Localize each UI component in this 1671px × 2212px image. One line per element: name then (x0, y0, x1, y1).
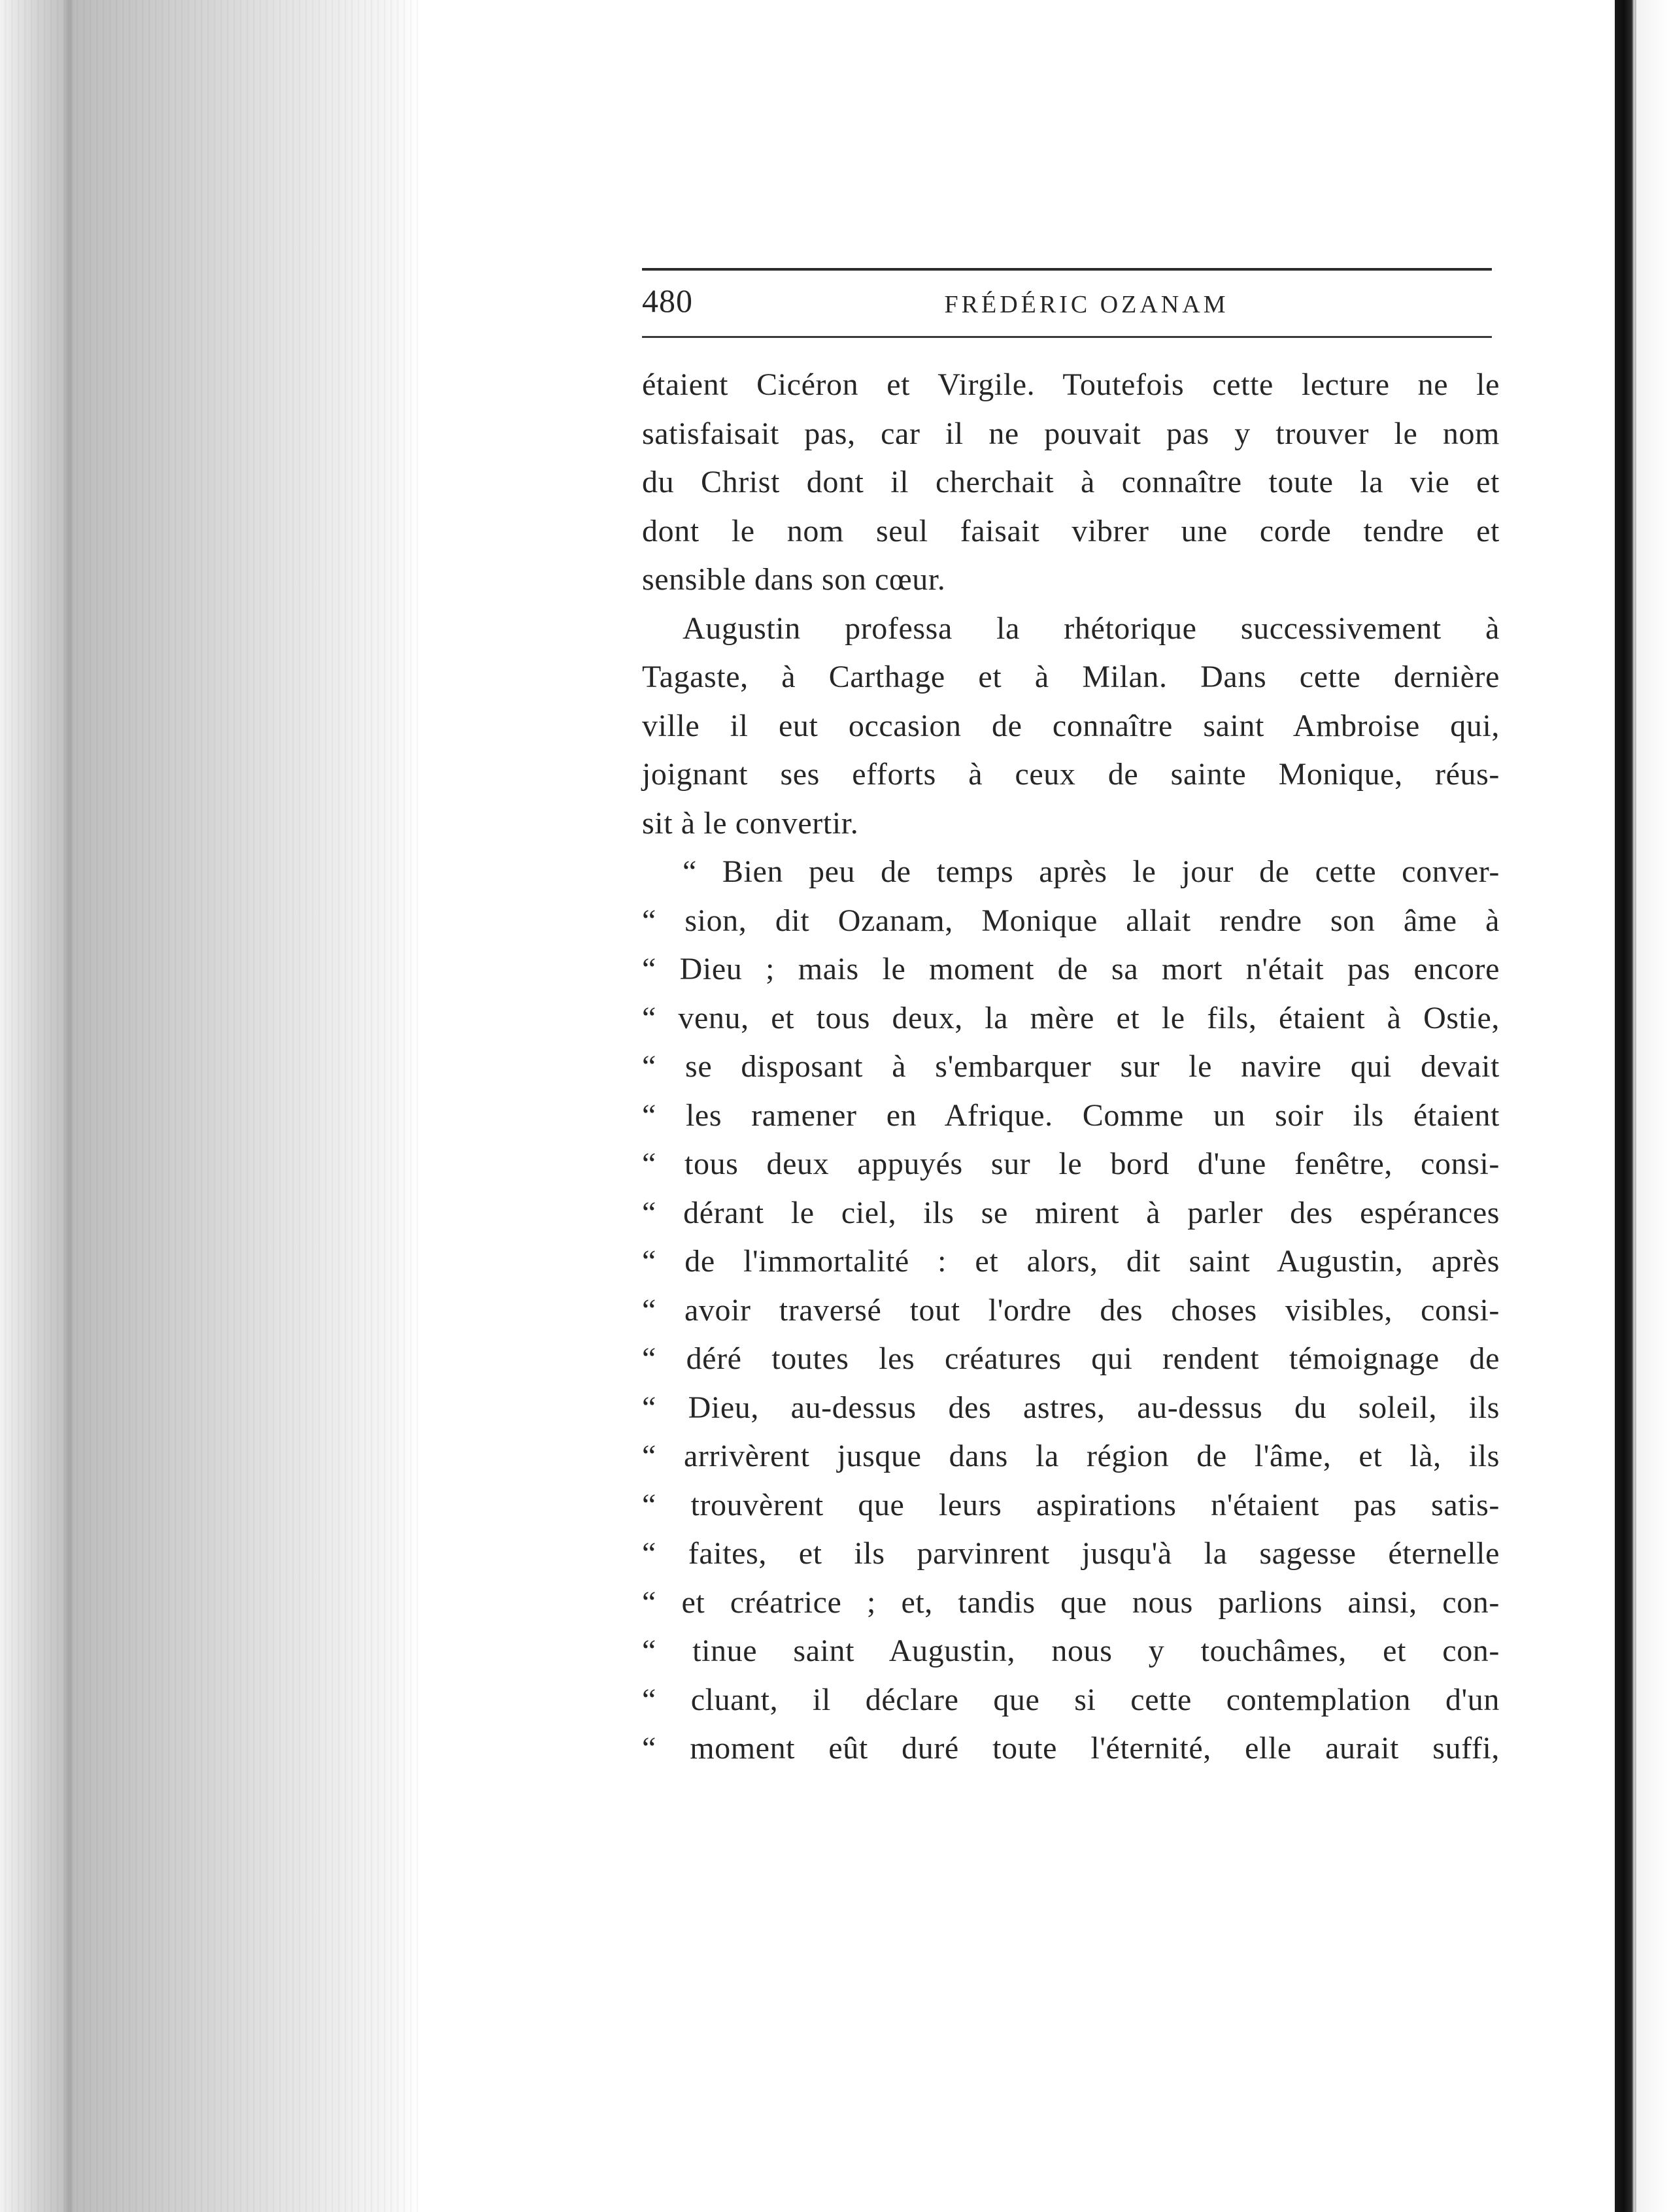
running-title: FRÉDÉRIC OZANAM (944, 291, 1229, 318)
page-edge-shadow (63, 0, 75, 2212)
text-line: “ sion, dit Ozanam, Monique allait rendre son âme à (642, 903, 1500, 938)
text-line: “ trouvèrent que leurs aspirations n'étaient pas satis- (642, 1487, 1500, 1522)
text-line: sensible dans son cœur. (642, 562, 946, 597)
text-line: “ déré toutes les créatures qui rendent témoignage de (642, 1341, 1500, 1376)
text-line: “ arrivèrent jusque dans la région de l'âme, et là, ils (642, 1439, 1500, 1473)
text-line: “ tinue saint Augustin, nous y touchâmes, et con- (642, 1634, 1500, 1668)
text-line: du Christ dont il cherchait à connaître toute la vie et (642, 465, 1500, 499)
text-line: “ Dieu ; mais le moment de sa mort n'était pas encore (642, 952, 1500, 986)
text-line: “ avoir traversé tout l'ordre des choses visibles, consi- (642, 1292, 1500, 1328)
text-line: étaient Cicéron et Virgile. Toutefois cette lecture ne le (642, 367, 1500, 402)
body-text (642, 361, 1500, 1773)
text-line: ville il eut occasion de connaître saint Ambroise qui, (642, 708, 1500, 743)
text-line: “ se disposant à s'embarquer sur le navire qui devait (642, 1049, 1500, 1084)
text-line: “ de l'immortalité : et alors, dit saint Augustin, après (642, 1244, 1500, 1279)
text-line: “ les ramener en Afrique. Comme un soir ils étaient (642, 1098, 1500, 1133)
text-line: Augustin professa la rhétorique successivement à (683, 611, 1500, 646)
text-line: “ Bien peu de temps après le jour de cette conver- (683, 854, 1500, 889)
page-header (642, 268, 1498, 333)
text-line: “ Dieu, au-dessus des astres, au-dessus du soleil, ils (642, 1390, 1500, 1425)
text-line: “ dérant le ciel, ils se mirent à parler des espérances (642, 1195, 1500, 1230)
header-bottom-rule (642, 336, 1492, 338)
text-line: “ et créatrice ; et, tandis que nous parlions ainsi, con- (642, 1584, 1500, 1620)
page-number: 480 (642, 282, 693, 319)
text-line: Tagaste, à Carthage et à Milan. Dans cette dernière (642, 660, 1500, 694)
text-line: satisfaisait pas, car il ne pouvait pas y trouver le nom (642, 416, 1500, 451)
text-line: sit à le convertir. (642, 805, 859, 841)
text-line: “ moment eût duré toute l'éternité, elle aurait suffi, (642, 1731, 1500, 1766)
right-edge-line (1634, 0, 1636, 2212)
text-line: “ venu, et tous deux, la mère et le fils, étaient à Ostie, (642, 1000, 1500, 1035)
text-line: joignant ses efforts à ceux de sainte Monique, réus- (642, 757, 1500, 792)
text-line: “ faites, et ils parvinrent jusqu'à la sagesse éternelle (642, 1536, 1500, 1571)
text-line: “ cluant, il déclare que si cette contemplation d'un (642, 1682, 1500, 1717)
header-top-rule (642, 268, 1492, 271)
text-line: “ tous deux appuyés sur le bord d'une fenêtre, consi- (642, 1147, 1500, 1181)
text-line: dont le nom seul faisait vibrer une corde tendre et (642, 513, 1500, 548)
right-binding-edge (1615, 0, 1671, 2212)
